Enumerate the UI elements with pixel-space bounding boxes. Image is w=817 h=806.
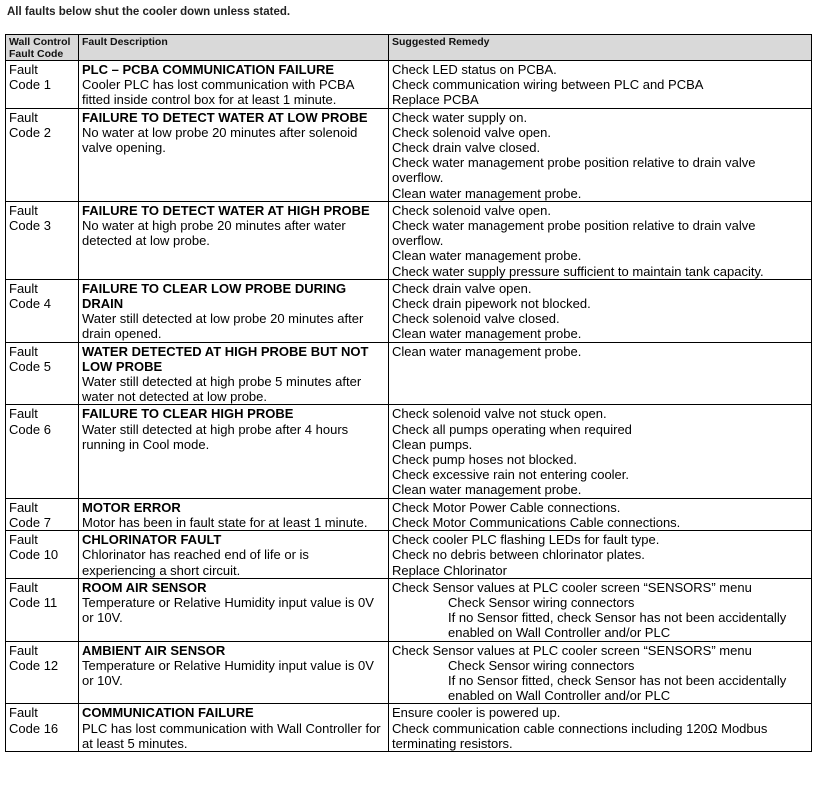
remedy-line: Check Motor Communications Cable connections. <box>392 514 681 530</box>
fault-description: Chlorinator has reached end of life or is experiencing a short circuit. <box>82 547 309 578</box>
fault-code-cell <box>6 498 79 530</box>
fault-label: Fault <box>9 406 38 422</box>
suggested-remedy-cell <box>389 704 812 752</box>
fault-title: FAILURE TO CLEAR HIGH PROBE <box>82 406 294 422</box>
remedy-line: Check pump hoses not blocked. <box>392 452 577 468</box>
remedy-line: Check no debris between chlorinator plates. <box>392 547 645 563</box>
fault-title: AMBIENT AIR SENSOR <box>82 642 226 658</box>
remedy-line: Check solenoid valve open. <box>392 124 551 140</box>
remedy-line: Check water management probe position relative to drain valve overflow. <box>392 155 756 186</box>
fault-code-cell <box>6 201 79 279</box>
remedy-line: Check water management probe position relative to drain valve overflow. <box>392 218 756 249</box>
fault-code-cell <box>6 342 79 405</box>
header-suggested-remedy: Suggested Remedy <box>389 35 812 61</box>
fault-code-number: Code 5 <box>9 358 51 374</box>
fault-code-cell <box>6 531 79 579</box>
fault-description: Water still detected at high probe after 4 hours running in Cool mode. <box>82 421 349 452</box>
fault-code-cell <box>6 405 79 498</box>
remedy-line: Clean water management probe. <box>392 185 582 201</box>
fault-description-cell <box>79 342 389 405</box>
table-row <box>6 405 812 498</box>
table-row <box>6 342 812 405</box>
fault-description-cell <box>79 578 389 641</box>
fault-description: Temperature or Relative Humidity input value is 0V or 10V. <box>82 657 374 688</box>
fault-code-cell <box>6 279 79 342</box>
remedy-line: Check cooler PLC flashing LEDs for fault type. <box>392 532 660 548</box>
fault-code-number: Code 4 <box>9 296 51 312</box>
fault-code-cell <box>6 61 79 109</box>
fault-description-cell <box>79 704 389 752</box>
remedy-line: Check excessive rain not entering cooler. <box>392 467 630 483</box>
suggested-remedy-cell <box>389 201 812 279</box>
fault-label: Fault <box>9 499 38 515</box>
fault-label: Fault <box>9 62 38 77</box>
fault-description: PLC has lost communication with Wall Controller for at least 5 minutes. <box>82 720 381 751</box>
fault-label: Fault <box>9 280 38 296</box>
fault-code-number: Code 10 <box>9 547 59 563</box>
fault-code-number: Code 6 <box>9 421 51 437</box>
fault-title: FAILURE TO CLEAR LOW PROBE DURING DRAIN <box>82 280 347 312</box>
suggested-remedy-cell <box>389 279 812 342</box>
fault-description: No water at low probe 20 minutes after solenoid valve opening. <box>82 124 358 156</box>
remedy-line: Check Sensor wiring connectors <box>448 657 635 673</box>
table-row <box>6 498 812 530</box>
fault-description-cell <box>79 279 389 342</box>
fault-description: Water still detected at high probe 5 minutes after water not detected at low probe. <box>82 374 362 405</box>
table-row <box>6 61 812 109</box>
remedy-line: Check solenoid valve open. <box>392 202 551 218</box>
fault-title: CHLORINATOR FAULT <box>82 532 222 548</box>
fault-description-cell <box>79 61 389 109</box>
remedy-line: If no Sensor fitted, check Sensor has not been accidentally enabled on Wall Controller and/or PLC <box>448 610 787 641</box>
fault-label: Fault <box>9 343 38 359</box>
remedy-line: Check Sensor wiring connectors <box>448 594 635 610</box>
fault-code-number: Code 7 <box>9 514 51 530</box>
fault-description: Motor has been in fault state for at least 1 minute. <box>82 514 368 530</box>
suggested-remedy-cell <box>389 531 812 579</box>
remedy-line: Check solenoid valve not stuck open. <box>392 406 607 422</box>
remedy-line: If no Sensor fitted, check Sensor has not been accidentally enabled on Wall Controller and/or PLC <box>448 672 787 704</box>
fault-label: Fault <box>9 532 38 548</box>
fault-title: COMMUNICATION FAILURE <box>82 705 254 721</box>
header-fault-description: Fault Description <box>79 35 389 61</box>
suggested-remedy-cell <box>389 108 812 201</box>
fault-description: Cooler PLC has lost communication with PCBA fitted inside control box for at least 1 minute. <box>82 77 354 108</box>
table-row <box>6 201 812 279</box>
table-row <box>6 279 812 342</box>
fault-description-cell <box>79 201 389 279</box>
remedy-line: Check all pumps operating when required <box>392 421 632 437</box>
fault-title: FAILURE TO DETECT WATER AT HIGH PROBE <box>82 202 370 218</box>
remedy-line: Clean pumps. <box>392 436 473 452</box>
fault-description-cell <box>79 498 389 530</box>
remedy-line: Check Sensor values at PLC cooler screen “SENSORS” menu <box>392 642 752 658</box>
fault-description: Temperature or Relative Humidity input value is 0V or 10V. <box>82 594 374 626</box>
fault-code-number: Code 11 <box>9 594 58 610</box>
fault-code-number: Code 3 <box>9 218 51 234</box>
table-row <box>6 578 812 641</box>
remedy-line: Replace PCBA <box>392 92 479 108</box>
remedy-line: Check Motor Power Cable connections. <box>392 499 621 515</box>
intro-note: All faults below shut the cooler down unless stated. <box>7 6 291 18</box>
fault-description-cell <box>79 405 389 498</box>
header-fault-code: Wall Control Fault Code <box>6 35 79 61</box>
fault-label: Fault <box>9 579 38 595</box>
remedy-line: Replace Chlorinator <box>392 562 507 578</box>
fault-code-number: Code 2 <box>9 124 51 140</box>
remedy-line: Check water supply pressure sufficient to maintain tank capacity. <box>392 263 764 279</box>
fault-code-table <box>5 34 812 752</box>
remedy-line: Check solenoid valve closed. <box>392 311 560 327</box>
table-row <box>6 108 812 201</box>
remedy-line: Clean water management probe. <box>392 482 582 498</box>
fault-label: Fault <box>9 642 38 658</box>
remedy-line: Ensure cooler is powered up. <box>392 705 561 721</box>
fault-label: Fault <box>9 109 38 125</box>
remedy-line: Check Sensor values at PLC cooler screen “SENSORS” menu <box>392 579 752 595</box>
suggested-remedy-cell <box>389 405 812 498</box>
remedy-line: Check drain valve closed. <box>392 140 541 156</box>
fault-code-cell <box>6 578 79 641</box>
remedy-line: Clean water management probe. <box>392 326 582 342</box>
remedy-line: Clean water management probe. <box>392 343 582 359</box>
remedy-line: Check drain valve open. <box>392 280 532 296</box>
remedy-line: Check communication wiring between PLC and PCBA <box>392 77 704 93</box>
fault-description-cell <box>79 641 389 704</box>
suggested-remedy-cell <box>389 641 812 704</box>
remedy-line: Check drain pipework not blocked. <box>392 296 591 312</box>
fault-description: Water still detected at low probe 20 minutes after drain opened. <box>82 311 364 342</box>
fault-title: ROOM AIR SENSOR <box>82 579 207 595</box>
table-row <box>6 704 812 752</box>
remedy-line: Clean water management probe. <box>392 248 582 264</box>
suggested-remedy-cell <box>389 342 812 405</box>
fault-code-number: Code 16 <box>9 720 59 736</box>
fault-title: WATER DETECTED AT HIGH PROBE BUT NOT LOW PROBE <box>82 343 369 374</box>
remedy-line: Check communication cable connections including 120Ω Modbus terminating resistors. <box>392 720 768 751</box>
fault-label: Fault <box>9 202 38 218</box>
fault-code-number: Code 1 <box>9 77 51 93</box>
table-row <box>6 641 812 704</box>
fault-description-cell <box>79 108 389 201</box>
fault-code-cell <box>6 704 79 752</box>
table-row <box>6 531 812 579</box>
fault-description-cell <box>79 531 389 579</box>
fault-title: FAILURE TO DETECT WATER AT LOW PROBE <box>82 109 368 125</box>
fault-label: Fault <box>9 705 38 721</box>
fault-description: No water at high probe 20 minutes after water detected at low probe. <box>82 218 346 249</box>
suggested-remedy-cell <box>389 578 812 641</box>
fault-title: MOTOR ERROR <box>82 499 181 515</box>
fault-code-cell <box>6 108 79 201</box>
table-header-row <box>6 35 812 61</box>
fault-title: PLC – PCBA COMMUNICATION FAILURE <box>82 62 335 77</box>
fault-code-cell <box>6 641 79 704</box>
remedy-line: Check LED status on PCBA. <box>392 62 557 77</box>
suggested-remedy-cell <box>389 498 812 530</box>
fault-rows <box>6 61 812 752</box>
suggested-remedy-cell <box>389 61 812 109</box>
remedy-line: Check water supply on. <box>392 109 528 125</box>
fault-code-number: Code 12 <box>9 657 59 673</box>
